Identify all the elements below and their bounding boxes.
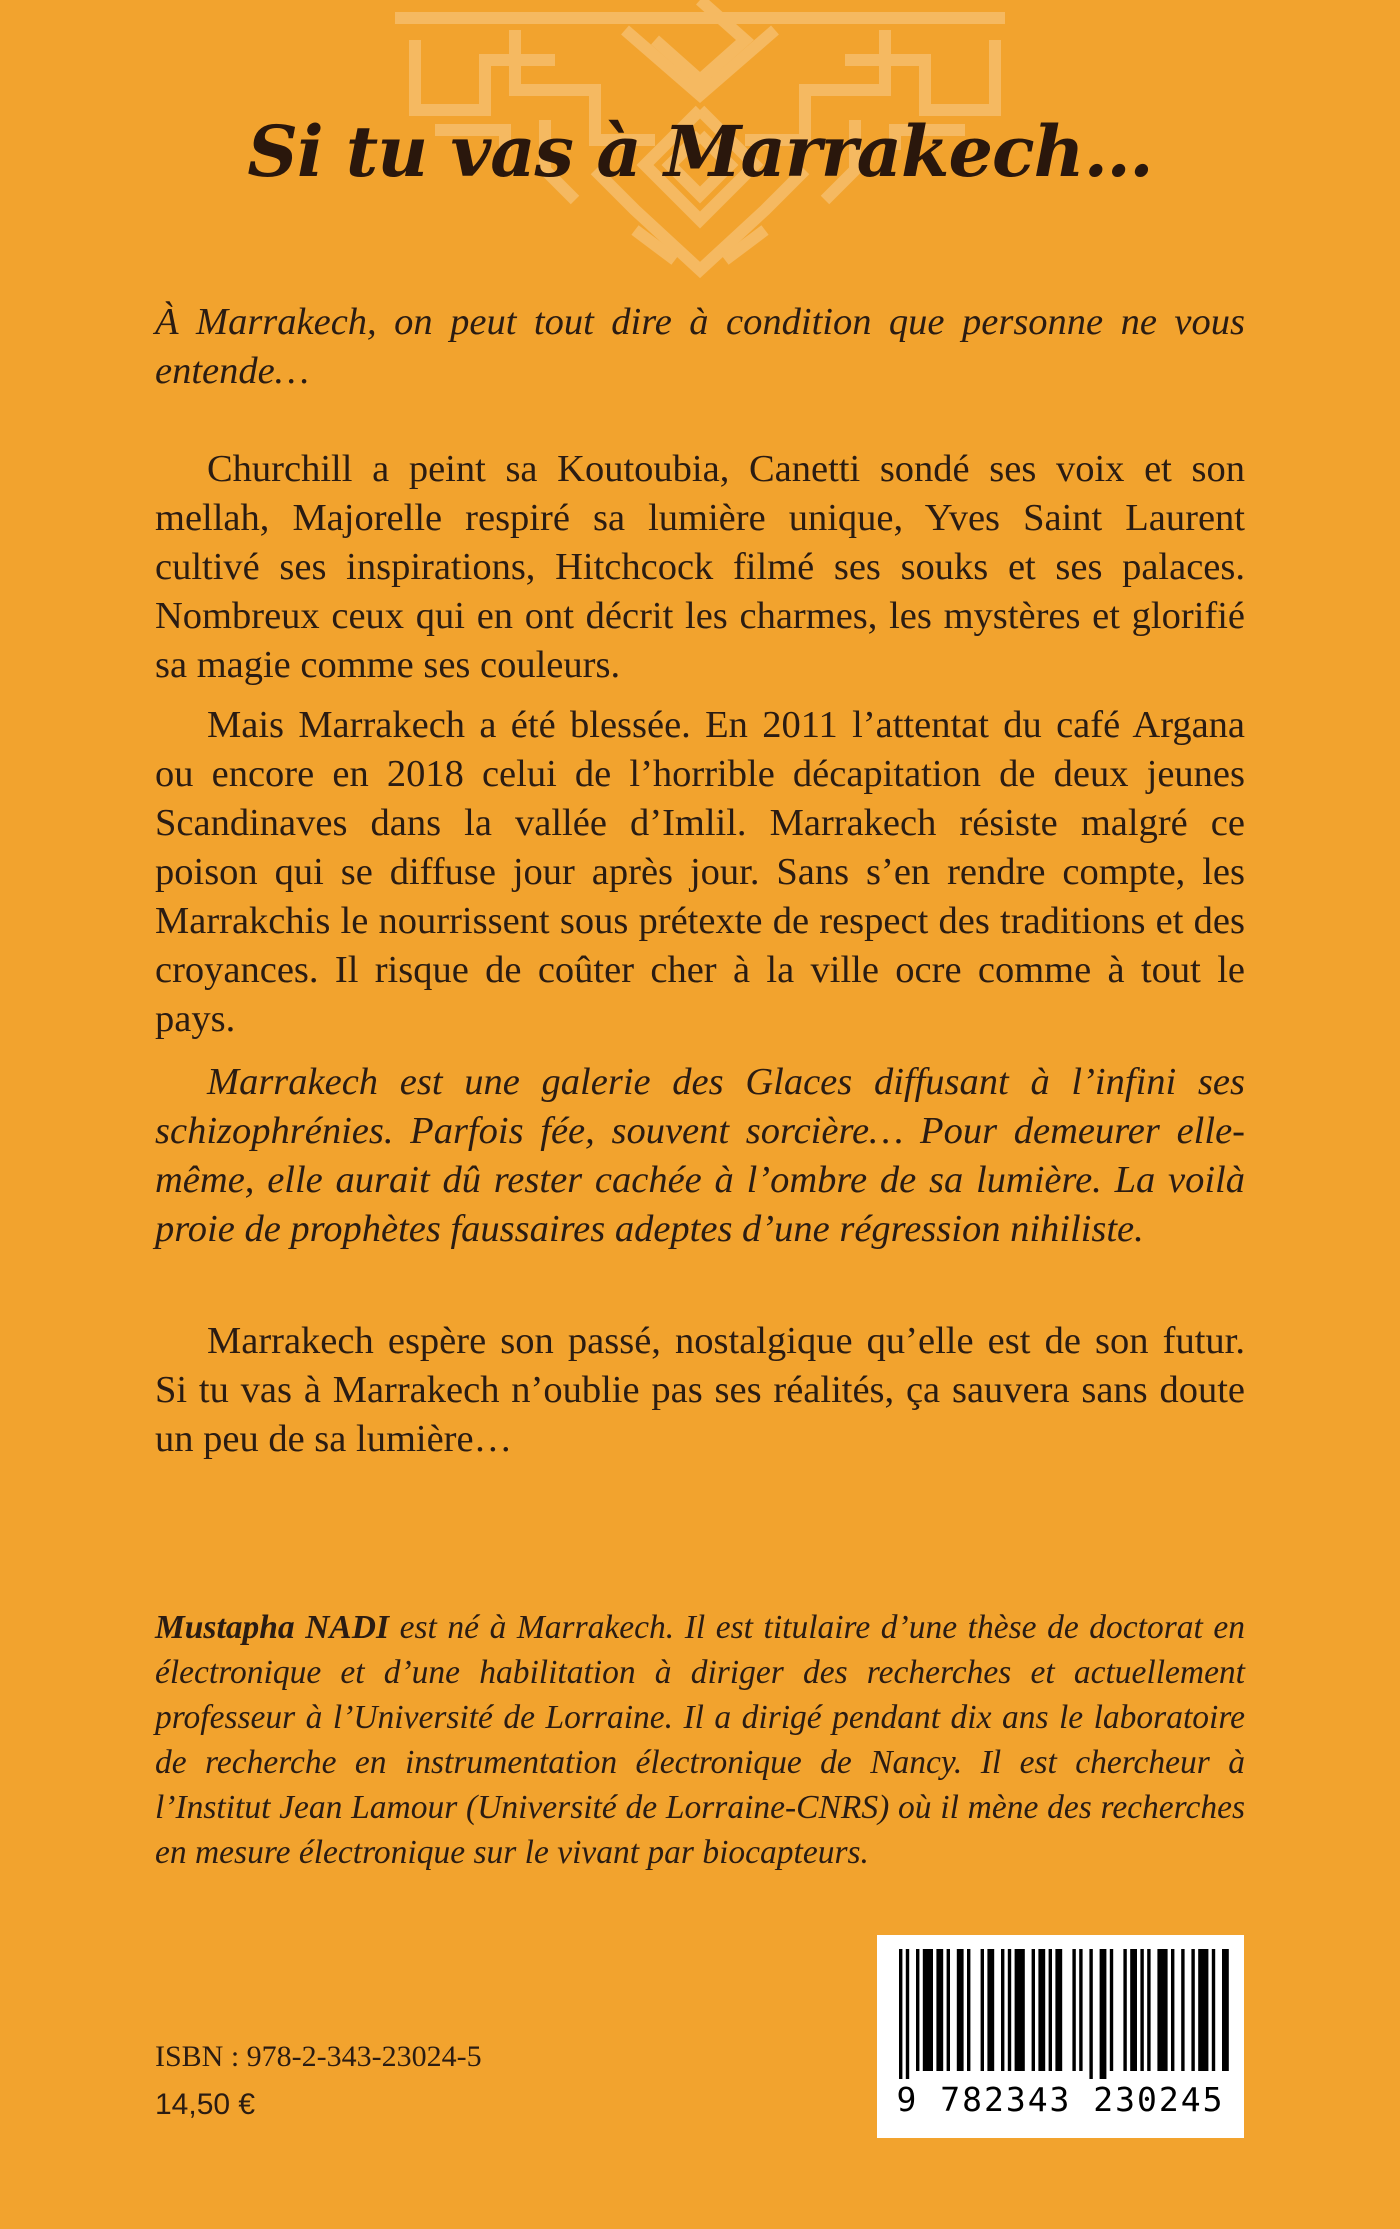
barcode-bar	[1181, 1949, 1184, 2071]
paragraph-4: Marrakech espère son passé, nostalgique qu’elle est de son futur. Si tu vas à Marrakech n’oublie pas ses réalités, ça sauvera sans doute un peu de sa lumière…	[155, 1320, 1245, 1460]
epigraph: À Marrakech, on peut tout dire à condition que personne ne vous entende…	[155, 301, 1245, 392]
barcode-bar	[916, 1949, 919, 2071]
barcode-bar	[1198, 1949, 1208, 2071]
paragraph-1: Churchill a peint sa Koutoubia, Canetti sondé ses voix et son mellah, Majorelle respiré sa lumière unique, Yves Saint Laurent cultivé ses inspirations, Hitchcock filmé ses souks et ses palaces. Nombreux ceux qui en ont décrit les charmes, les mystères et glorifié sa magie comme ses couleurs.	[155, 448, 1245, 686]
barcode-bar	[1049, 1949, 1052, 2071]
paragraph-3: Marrakech est une galerie des Glaces diffusant à l’infini ses schizophrénies. Parfois fée, souvent sorcière… Pour demeurer elle-même, elle aurait dû rester cachée à l’ombre de sa lumière. La voilà proie de prophètes faussaires adeptes d’une régression nihiliste.	[155, 1061, 1245, 1250]
barcode-bar	[923, 1949, 933, 2071]
barcode-bar	[981, 1949, 984, 2071]
barcode-bar	[1100, 1949, 1107, 2079]
book-title: Si tu vas à Marrakech…	[247, 110, 1153, 193]
barcode-bar	[1089, 1949, 1092, 2079]
barcode-bar	[947, 1949, 950, 2071]
barcode-bar	[1055, 1949, 1062, 2071]
barcode-bar	[1079, 1949, 1082, 2071]
barcode-bar	[1212, 1949, 1215, 2071]
barcode-bar	[1130, 1949, 1137, 2071]
barcode-bar	[957, 1949, 964, 2071]
barcode-bar	[1157, 1949, 1167, 2071]
barcode-bar	[1032, 1949, 1035, 2071]
author-bio-text: est né à Marrakech. Il est titulaire d’une thèse de doctorat en électronique et d’une habilitation à diriger des recherches et actuellement professeur à l’Université de Lorraine. Il a dirigé pendant dix ans le laboratoire de recherche en instrumentation électronique de Nancy. Il est chercheur à l’Institut Jean Lamour (Université de Lorraine-CNRS) où il mène des recherches en mesure électronique sur le vivant par biocapteurs.	[155, 1609, 1245, 1871]
barcode-bar	[899, 1949, 902, 2079]
barcode	[877, 1935, 1244, 2138]
barcode-bar	[987, 1949, 994, 2071]
barcode-bar	[1110, 1949, 1113, 2071]
barcode-bar	[936, 1949, 943, 2071]
barcode-digits: 9 782343 230245	[896, 2080, 1225, 2119]
barcode-bar	[1140, 1949, 1143, 2071]
barcode-bar	[1191, 1949, 1194, 2071]
barcode-bar	[1123, 1949, 1126, 2071]
barcode-bar	[1222, 1949, 1229, 2071]
barcode-bar	[1147, 1949, 1150, 2071]
barcode-bar	[1171, 1949, 1174, 2071]
barcode-bar	[1072, 1949, 1075, 2071]
barcode-bar	[906, 1949, 909, 2079]
price: 14,50 €	[155, 2088, 256, 2121]
barcode-bar	[1001, 1949, 1004, 2071]
paragraph-2: Mais Marrakech a été blessée. En 2011 l’attentat du café Argana ou encore en 2018 celui de l’horrible décapitation de deux jeunes Scandinaves dans la vallée d’Imlil. Marrakech résiste malgré ce poison qui se diffuse jour après jour. Sans s’en rendre compte, les Marrakchis le nourrissent sous prétexte de respect des traditions et des croyances. Il risque de coûter cher à la ville ocre comme à tout le pays.	[155, 704, 1245, 1040]
author-name: Mustapha NADI	[155, 1609, 389, 1646]
isbn: ISBN : 978-2-343-23024-5	[155, 2040, 482, 2073]
barcode-bar	[1008, 1949, 1011, 2071]
barcode-bar	[967, 1949, 970, 2071]
author-bio	[155, 1605, 1245, 1875]
barcode-bar	[1015, 1949, 1025, 2071]
barcode-bar	[1038, 1949, 1045, 2071]
